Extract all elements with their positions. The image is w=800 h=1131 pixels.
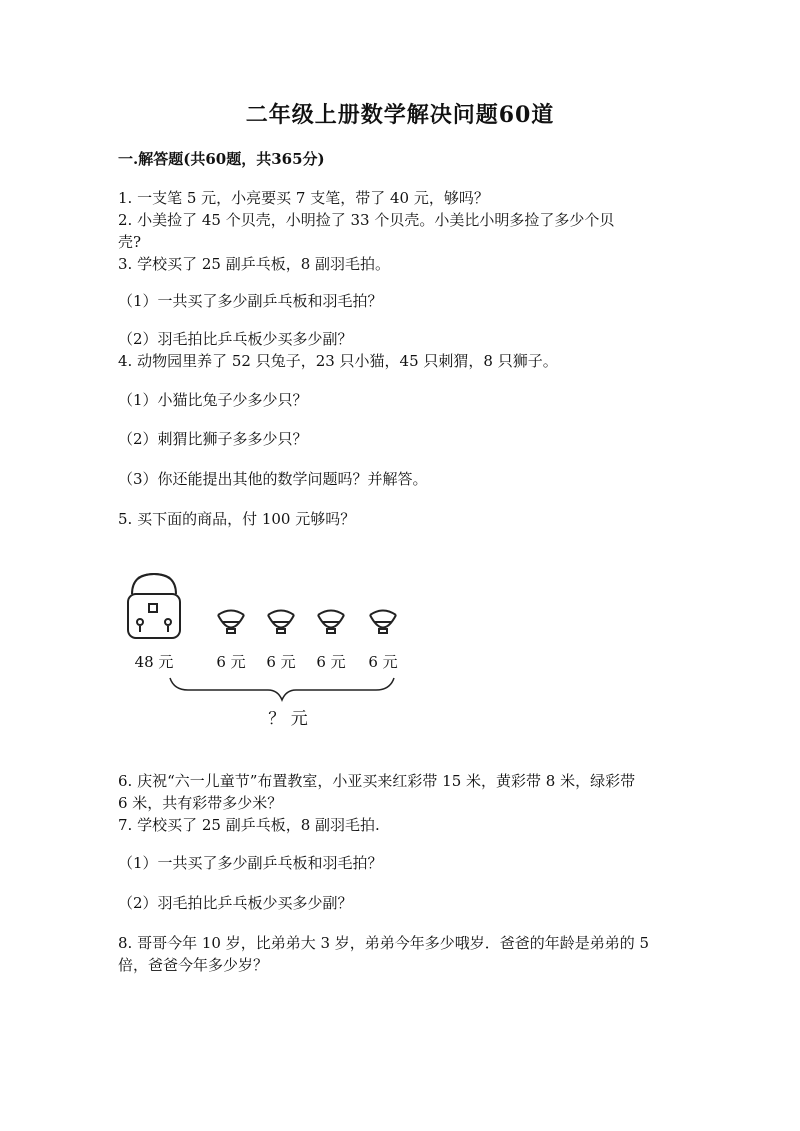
total-label: ？ 元 [268,709,308,729]
price-label: 6 元 [266,653,296,671]
q4-text: 4. 动物园里养了 52 只兔子，23 只小猫，45 只刺猬，8 只狮子。 [118,352,558,370]
price-label: 48 元 [134,653,174,671]
q7-sub2: （2）羽毛拍比乒乓板少买多少副？ [118,894,353,912]
price-label: 6 元 [316,653,346,671]
q4-sub2: （2）刺猬比狮子多多少只？ [118,430,308,448]
price-label: 6 元 [368,653,398,671]
total-brace [170,678,394,700]
page-title: 二年级上册数学解决问题60道 [245,102,555,128]
bowl-icon [370,611,396,634]
section-heading: 一.解答题(共60题，共365分) [118,150,325,168]
q7-text: 7. 学校买了 25 副乒乓板，8 副羽毛拍. [118,816,380,834]
q1-text: 1. 一支笔 5 元，小亮要买 7 支笔，带了 40 元，够吗？ [118,189,489,207]
q7-sub1: （1）一共买了多少副乒乓板和羽毛拍？ [118,854,383,872]
q2-text: 2. 小美捡了 45 个贝壳，小明捡了 33 个贝壳。小美比小明多捡了多少个贝 [118,211,615,229]
shopping-figure [118,560,418,740]
bowl-icon [318,611,344,634]
bowl-icon [268,611,294,634]
q2-text-cont: 壳? [118,233,142,251]
q3-sub2: （2）羽毛拍比乒乓板少买多少副？ [118,330,353,348]
q6-text-cont: 6 米，共有彩带多少米？ [118,794,283,812]
q3-text: 3. 学校买了 25 副乒乓板，8 副羽毛拍。 [118,255,391,273]
q4-sub1: （1）小猫比兔子少多少只？ [118,391,308,409]
q8-text: 8. 哥哥今年 10 岁，比弟弟大 3 岁，弟弟今年多少哦岁．爸爸的年龄是弟弟的 5 [118,934,650,952]
bowl-icon [218,611,244,634]
q6-text: 6. 庆祝“六一儿童节”布置教室，小亚买来红彩带 15 米，黄彩带 8 米，绿彩带 [118,772,636,790]
q3-sub1: （1）一共买了多少副乒乓板和羽毛拍？ [118,292,383,310]
q4-sub3: （3）你还能提出其他的数学问题吗？并解答。 [118,470,428,488]
q8-text-cont: 倍，爸爸今年多少岁？ [118,956,269,974]
rice-cooker-icon [128,574,180,638]
price-label: 6 元 [216,653,246,671]
q5-text: 5. 买下面的商品，付 100 元够吗？ [118,510,356,528]
